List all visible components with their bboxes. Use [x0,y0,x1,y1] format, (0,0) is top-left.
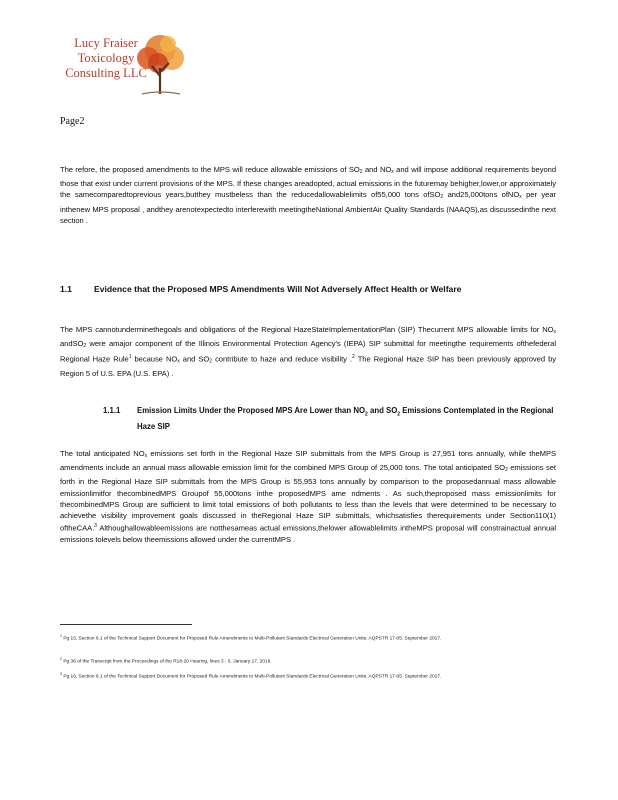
subsection-title: Emission Limits Under the Proposed MPS Are Lower than $NO_2$ and $SO_2$ Emissions Contemplated in the Regional Haze SIP [137,406,554,432]
paragraph-emission-limits: The total anticipated $NO_x$ emissions set forth in the Regional Haze SIP submittals from the MPS Group is 27,951 tons annually, while theMPS amendments include an annual mass allowable emission limit for the combined MPS Group of 25,000 tons. The total anticipated $SO_2$ emissions set forth in the Regional Haze SIP submittals from the MPS Group is 55,953 tons annually by comparison to the proposedannual mass allowable emissionlimitfor thecombinedMPS Groupof 55,000tons inthe proposedMPS ame ndments . As such,theproposed mass emissionlimits for thecombinedMPS Group are sufficient to limit total emissions of both pollutants to less than the levels that were determined to be necessary to achievethe visibility improvement goals discussed in theRegional Haze SIP submittals, whichsatisfies therequirements under Section110(1) oftheCAA.$^3$ Althoughallowableemissions are notthesameas actual emissions,thelower allowablelimits intheMPS proposal will constrainactual annual emissions tolevels below theemissions allowed under the currentMPS . [60,449,556,544]
section-title: Evidence that the Proposed MPS Amendments Will Not Adversely Affect Health or Welfare [94,284,462,294]
section-heading-1-1-1 [103,405,556,432]
paragraph-intro: The refore, the proposed amendments to the MPS will reduce allowable emissions of $SO_2$ and $NO_x$ and will impose additional requirements beyond those that exist under current provisions of the MPS. If these changes areadopted, actual emissions in the futuremay behigher,lower,or approximately the samecomparedtoprevious years,butthey mustbeless than the reducedallowablelimits of55,000 tons ofSO$_2$ and25,000tons ofNO$_x$ per year inthenew MPS proposal , andthey arenotexpectedto interferewith meetingtheNational AmbientAir Quality Standards (NAAQS),as discussedinthe next section . [60,165,556,225]
section-heading-1-1 [60,283,556,309]
company-logo [60,30,185,98]
page-number: Page2 [60,116,85,127]
footnote-ref-3[interactable]: 3 [94,523,97,530]
logo-line-1: Lucy Fraiser [74,36,138,50]
section-number: 1.1 [60,284,72,294]
logo-line-3: Consulting LLC [65,66,147,80]
logo-line-2: Toxicology [77,51,135,65]
footnote-2: $^2$ Pg 36 of the Transcript from the Proceedings of the R18-20 Hearing, lines 3 - 5. January 17, 2018. [60,657,272,665]
footnote-divider [60,624,192,625]
tree-icon [130,30,188,98]
footnote-ref-2[interactable]: 2 [352,354,355,361]
footnote-1: $^1$ Pg 15, Section 6.1 of the Technical Support Document for Proposed Rule Amendments to Multi-Pollutant Standards Electrical Generation Units. AQPSTR 17-05. September 2017. [60,634,442,642]
footnote-ref-1[interactable]: 1 [128,354,132,361]
footnote-3: $^3$ Pg 16, Section 6.1 of the Technical Support Document for Proposed Rule Amendments to Multi-Pollutant Standards Electrical Generation Units. AQPSTR 17-05. September 2017. [60,672,442,680]
paragraph-regional-haze: The MPS cannotunderminethegoals and obligations of the Regional HazeStateImplementationPlan (SIP) Thecurrent MPS allowable limits for $NO_x$ andSO$_2$ were amajor component of the Illinois Environmental Protection Agency's (IEPA) SIP submittal for meetingthe requirements ofthefederal Regional Haze Rule$^1$ because $NO_x$ and $SO_2$ contribute to haze and reduce visibility .$^2$ The Regional Haze SIP has been previously approved by Region 5 of U.S. EPA (U.S. EPA) . [60,325,556,379]
subsection-number: 1.1.1 [103,406,121,415]
